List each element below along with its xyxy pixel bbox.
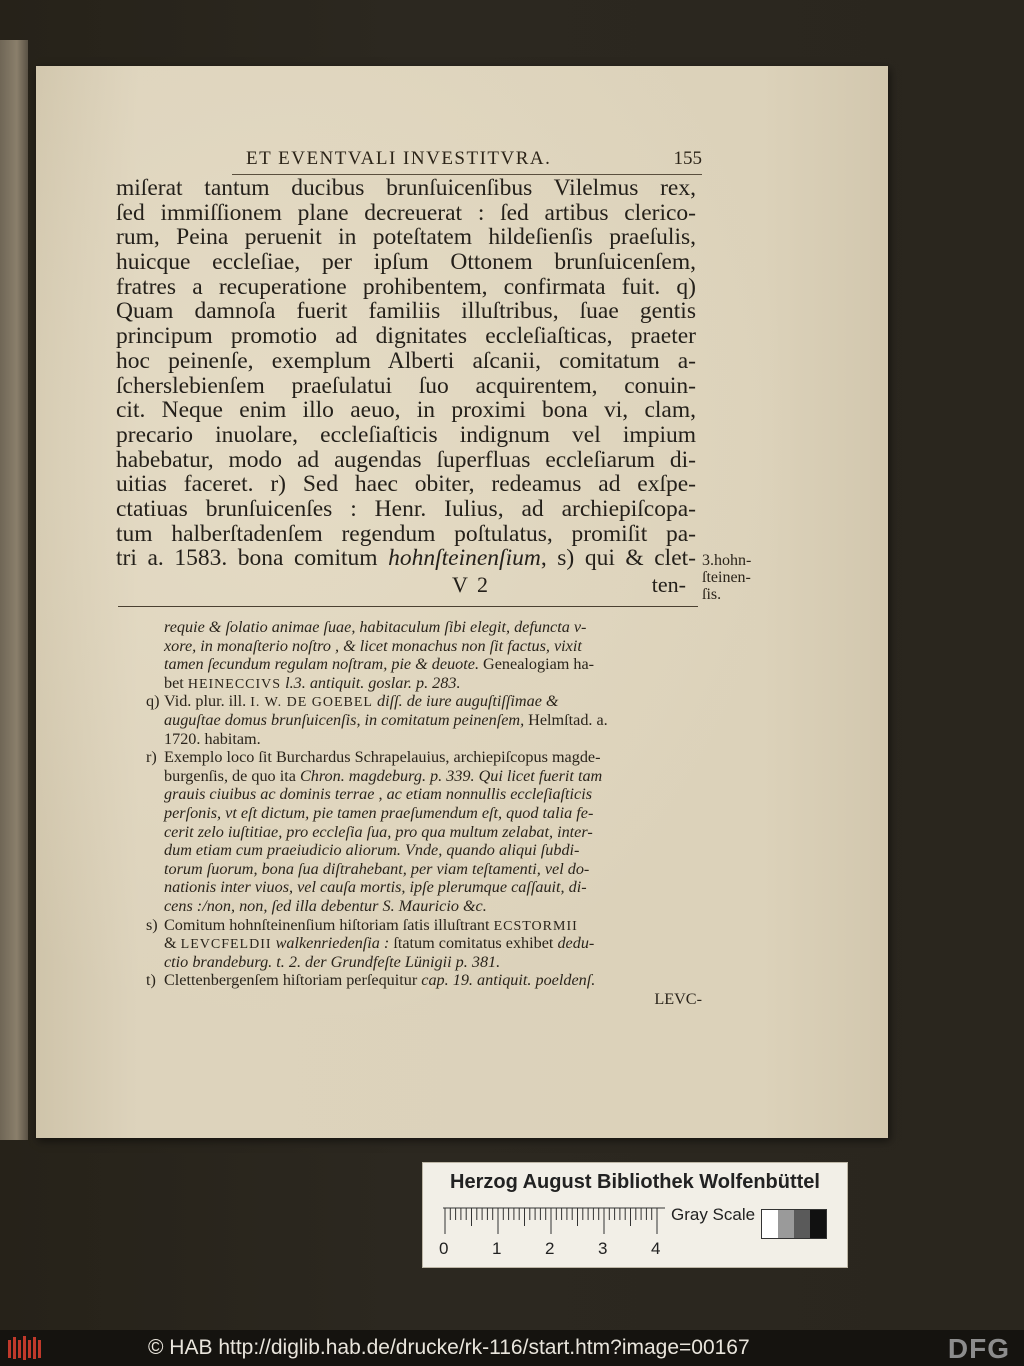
gray-swatch: [762, 1210, 778, 1238]
text-line: fratres a recuperatione prohibentem, confirmata fuit. q): [116, 273, 696, 300]
footnote-text: 1720. habitam.: [164, 729, 261, 748]
text-line-last: [116, 546, 696, 571]
footnote-text: cerit zelo iuſtitiae, pro eccleſia ſua, pro qua multum zelabat, inter-: [164, 822, 593, 841]
footnote-line: [118, 711, 702, 730]
page-number: 155: [673, 148, 702, 169]
ruler-numbers: [439, 1239, 689, 1261]
footnote-text: dedu-: [557, 934, 595, 953]
footnote-text: Comitum hohnſteinenſium hiſtoriam ſatis illuſtrant: [164, 915, 494, 934]
footnote-text: dum etiam cum praeiudicio aliorum. Vnde, quando aliqui ſubdi-: [164, 841, 580, 860]
footnote-text: Helmſtad. a.: [524, 710, 608, 729]
last-line-italic: hohnſteinenſium: [388, 545, 541, 572]
reference-card: [422, 1162, 848, 1268]
footnote-text: requie & ſolatio animae ſuae, habitaculum ſibi elegit, defuncta v-: [164, 618, 587, 636]
footnote-line: [118, 748, 702, 767]
footnote-line: [118, 916, 702, 935]
footnote-text: grauis ciuibus ac dominis terrae , ac etiam nonnullis eccleſiaſticis: [164, 785, 593, 804]
margin-note-line: ſteinen-: [702, 569, 751, 586]
footnote-text: torum ſuorum, bona ſua diſtrahebant, per viam teſtamenti, vel do-: [164, 859, 590, 878]
footnote-rule: [118, 606, 698, 607]
footnote-line: [118, 878, 702, 897]
footnote-line: [118, 655, 702, 674]
library-name: Herzog August Bibliothek Wolfenbüttel: [450, 1171, 820, 1193]
text-line: huicque eccleſiae, per ipſum Ottonem brunſuicenſem,: [116, 249, 696, 276]
copyright-link[interactable]: © HAB http://diglib.hab.de/drucke/rk-116/start.htm?image=00167: [148, 1336, 750, 1359]
text-line: hoc peinenſe, exemplum Alberti aſcanii, comitatum a-: [116, 347, 696, 374]
footnote-text: I. W. DE GOEBEL: [250, 695, 373, 711]
footnote-label: q): [146, 692, 160, 711]
footnote-line: [118, 785, 702, 804]
text-line: ctatiuas brunſuicenſes : Henr. Iulius, ad archiepiſcopa-: [116, 495, 696, 522]
footnote-text: ſtatum comitatus exhibet: [389, 934, 558, 953]
footnote-line: [118, 823, 702, 842]
text-line: ſcherslebienſem praeſulatui ſuo acquirentem, conuin-: [116, 372, 696, 399]
text-line: habebatur, modo ad augendas ſuperfluas eccleſiarum di-: [116, 446, 696, 473]
footnote-text: l.3. antiquit. goslar. p. 283.: [281, 673, 461, 692]
margin-note-line: 3.hohn-: [702, 552, 752, 569]
footnote-line: [118, 674, 702, 693]
ruler-number: 4: [651, 1239, 661, 1258]
footnote-text: walkenriedenſia :: [271, 934, 390, 953]
footnote-text: Genealogiam ha-: [479, 655, 595, 674]
running-title: ET EVENTVALI INVESTITVRA.: [246, 148, 552, 169]
footnote-line: [118, 934, 702, 953]
main-text-block: [116, 176, 696, 571]
footnote-text: auguſtae domus brunſuicenſis, in comitatum peinenſem,: [164, 710, 525, 729]
footnote-text: bet: [164, 673, 188, 692]
ruler-number: 0: [439, 1239, 449, 1258]
footnote-text: LEVCFELDII: [180, 937, 272, 953]
gray-swatch: [794, 1210, 810, 1238]
footnote-text: tamen ſecundum regulam noſtram, pie & deuote.: [164, 655, 479, 674]
text-line: precario inuolare, eccleſiaſticis indignum vel impium: [116, 421, 696, 448]
hab-logo-icon: [6, 1334, 46, 1362]
gray-swatch: [778, 1210, 794, 1238]
text-line: Quam damnoſa fuerit familiis illuſtribus, ſuae gentis: [116, 298, 696, 325]
gray-scale-swatches: [761, 1209, 827, 1239]
running-head: [232, 148, 702, 175]
footnote-line: [118, 730, 702, 749]
ruler-number: 1: [492, 1239, 502, 1258]
ruler-number: 2: [545, 1239, 555, 1258]
footnote-line: [118, 897, 702, 916]
footnote-text: Vid. plur. ill.: [164, 692, 251, 711]
footnote-text: &: [164, 934, 181, 953]
footnote-line: [118, 637, 702, 656]
footnote-text: cap. 19. antiquit. poeldenſ.: [421, 971, 596, 990]
signature-mark: V 2: [452, 572, 490, 597]
footnote-text: Exemplo loco ſit Burchardus Schrapelauius, archiepiſcopus magde-: [164, 748, 601, 767]
footnote-line: [118, 618, 702, 637]
footnote-text: cens :/non, non, ſed illa debentur S. Mauricio &c.: [164, 896, 487, 915]
footnote-line: [118, 804, 702, 823]
footnote-text: Chron. magdeburg. p. 339. Qui licet fuerit tam: [299, 766, 603, 785]
text-line: miſerat tantum ducibus brunſuicenſibus Vilelmus rex,: [116, 175, 696, 201]
footnote-line: [118, 971, 702, 990]
text-line: ſed immiſſionem plane decreuerat : ſed artibus clerico-: [116, 199, 696, 226]
footnote-line: [118, 860, 702, 879]
footnote-line: [118, 692, 702, 711]
preceding-pages-edge: [0, 40, 28, 1140]
footnote-line: [118, 767, 702, 786]
footnote-text: HEINECCIVS: [187, 676, 282, 692]
last-line-end: , s) qui & clet-: [540, 545, 696, 572]
gray-swatch: [810, 1210, 826, 1238]
footnote-text: burgenſis, de quo ita: [164, 766, 300, 785]
footnote-label: t): [146, 971, 156, 990]
scale-ruler: [443, 1207, 681, 1237]
footnote-text: xore, in monaſterio noſtro , & licet monachus non ſit factus, vixit: [164, 636, 582, 655]
signature-line: [116, 572, 696, 598]
text-line: uitias faceret. r) Sed haec obiter, redeamus ad exſpe-: [116, 471, 696, 498]
footnote-line: [118, 841, 702, 860]
ruler-number: 3: [598, 1239, 608, 1258]
footnote-text: Clettenbergenſem hiſtoriam perſequitur: [164, 971, 422, 990]
footnote-catchword: LEVC-: [654, 989, 702, 1008]
gray-scale-label: Gray Scale: [671, 1205, 756, 1224]
footnote-label: s): [146, 915, 158, 934]
footnote-line: [118, 953, 702, 972]
text-line: rum, Peina peruenit in poteſtatem hildeſienſis praeſulis,: [116, 224, 696, 251]
text-line: principum promotio ad dignitates eccleſiaſticas, praeter: [116, 323, 696, 350]
catchword: ten-: [651, 572, 686, 597]
margin-note: [702, 552, 772, 603]
footnote-text: ctio brandeburg. t. 2. der Grundfeſte Lünigii p. 381.: [164, 952, 501, 971]
dfg-logo: DFG: [947, 1333, 1010, 1364]
footer-bar: [0, 1330, 1024, 1366]
footnotes-block: [118, 618, 702, 1008]
margin-note-line: ſis.: [702, 586, 722, 603]
footnote-text: diſſ. de iure auguſtiſſimae &: [372, 692, 559, 711]
footnote-text: nationis inter viuos, vel cauſa mortis, ipſe plerumque caſſauit, di-: [164, 878, 587, 897]
text-line: tum halberſtadenſem regendum poſtulatus, promiſit pa-: [116, 520, 696, 547]
last-line-start: tri a. 1583. bona comitum: [116, 545, 389, 572]
footnote-text: perſonis, vt eſt dictum, pie tamen praeſumendum eſt, quod talia fe-: [164, 803, 594, 822]
footnote-text: ECSTORMII: [493, 918, 578, 934]
text-line: cit. Neque enim illo aeuo, in proximi bona vi, clam,: [116, 397, 696, 424]
footnote-label: r): [146, 748, 157, 767]
